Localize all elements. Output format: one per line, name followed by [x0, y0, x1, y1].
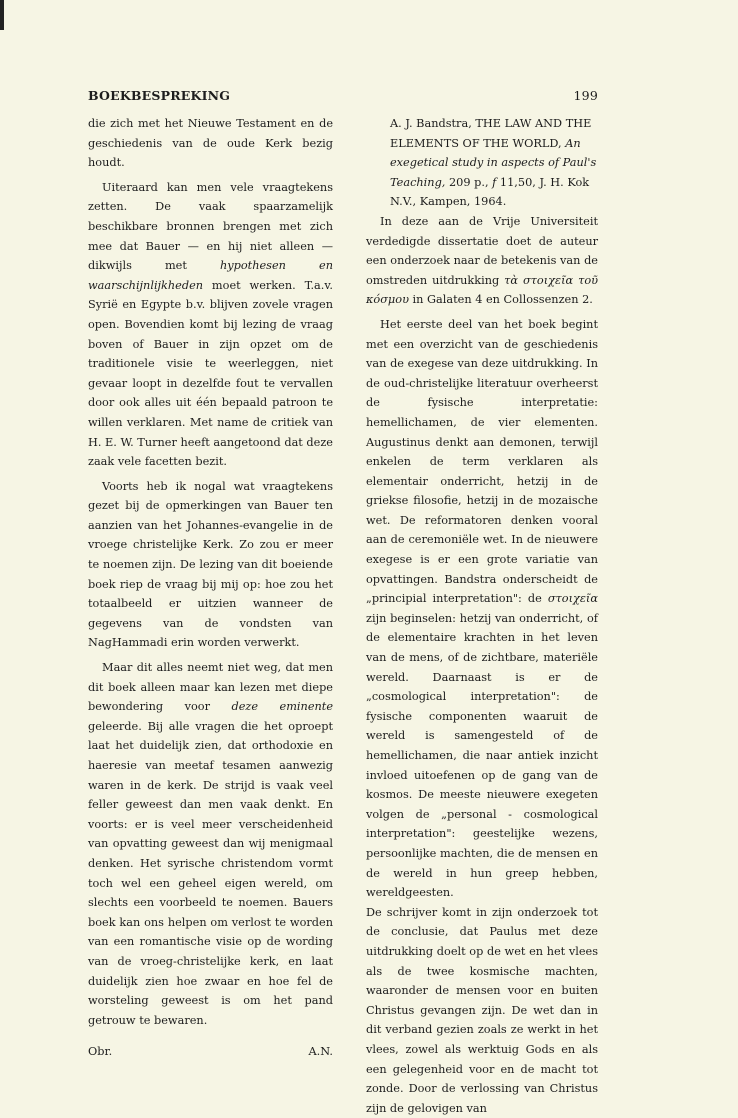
- left-p4-text-a: Maar dit alles neemt niet weg, dat men dit boek alleen maar kan lezen met diepe bewondering voor: [88, 661, 333, 714]
- citation-text-c: 11,50, J. H. Kok N.V., Kampen, 1964.: [390, 175, 590, 209]
- right-p1-text-b: in Galaten 4 en Collossenzen 2.: [408, 293, 593, 307]
- scan-corner-mark: [0, 0, 4, 30]
- right-p3-text: De schrijver komt in zijn onderzoek tot de conclusie, dat Paulus met deze uitdrukking doelt op de wet en het vlees als de twee kosmische machten, waaronder de mensen voor en buiten Christus gevangen zijn. De wet dan in dit verband gezien zoals ze werkt in het vlees, zowel als werktuig Gods en als een gelegenheid voor en de macht tot zonde. Door de verlossing van Christus zijn de gelovigen van: [366, 905, 598, 1115]
- left-paragraph-4: [88, 658, 333, 1030]
- left-p1-text: die zich met het Nieuwe Testament en de geschiedenis van de oude Kerk bezig houdt.: [88, 117, 333, 170]
- left-paragraph-3: [88, 477, 333, 653]
- left-column: [88, 114, 333, 1062]
- right-p1-greek: τὰ στοιχεῖα τοῦ κόσμου: [366, 273, 598, 307]
- citation-price-symbol: f: [492, 175, 497, 189]
- signature-initials: A.N.: [308, 1045, 333, 1059]
- right-paragraph-1: [366, 212, 598, 310]
- left-p2-text-a: Uiteraard kan men vele vraagtekens zetten. De vaak spaarzamelijk beschikbare bronnen brengen met zich mee dat Bauer — en hij niet alleen — dikwijls met: [88, 180, 333, 273]
- right-p2-text-b: zijn beginselen: hetzij van onderricht, of de elementaire krachten in het leven van de mens, of de zichtbare, materiële wereld. Daarnaast is er de „cosmological interpretation": de fysische componenten waaruit de wereld is samengesteld of de hemellichamen, die naar antiek inzicht invloed uitoefenen op de gang van de kosmos. De meeste nieuwere exegeten volgen de „personal - cosmological interpretation": geestelijke wezens, persoonlijke machten, die de mensen en de wereld in hun greep hebben, wereldgeesten.: [366, 611, 598, 900]
- signature-place: Obr.: [88, 1045, 113, 1059]
- left-paragraph-1: [88, 114, 333, 173]
- left-p4-italic: deze eminente: [231, 700, 334, 714]
- left-paragraph-2: [88, 178, 333, 472]
- left-p2-text-b: moet werken. T.a.v. Syrië en Egypte b.v. blijven zovele vragen open. Bovendien komt bij lezing de vraag boven of Bauer in zijn opzet om de traditionele visie te weerleggen, niet gevaar loopt in dezelfde fout te vervallen door ook alles uit één bepaald patroon te willen verklaren. Met name de critiek van H. E. W. Turner heeft aangetoond dat deze zaak vele facetten bezit.: [88, 278, 333, 469]
- citation-text-a: A. J. Bandstra, THE LAW AND THE ELEMENTS OF THE WORLD,: [390, 117, 592, 150]
- right-paragraph-3: [366, 903, 598, 1118]
- right-paragraph-2: [366, 315, 598, 903]
- right-p2-text-a: Het eerste deel van het boek begint met een overzicht van de geschiedenis van de exegese van deze uitdrukking. In de oud-christelijke literatuur overheerst de fysische interpretatie: hemellichamen, de vier elementen. Augustinus denkt aan demonen, terwijl enkelen de term verklaren als elementair onderricht, hetzij in de griekse filosofie, hetzij in de mozaische wet. De reformatoren denken vooral aan de ceremoniële wet. In de nieuwere exegese is er een grote variatie van opvattingen. Bandstra onderscheidt de „principial interpretation": de: [366, 317, 598, 606]
- review-signature: [88, 1042, 333, 1062]
- page-number: 199: [573, 88, 598, 103]
- running-head: BOEKBESPREKING: [88, 88, 231, 103]
- right-p2-greek: στοιχεῖα: [547, 592, 598, 606]
- book-citation: [366, 114, 598, 212]
- citation-text-b: 209 p.,: [445, 175, 493, 189]
- citation-subtitle: An exegetical study in aspects of Paul's Teaching,: [390, 136, 597, 189]
- left-p4-text-b: geleerde. Bij alle vragen die het oproept laat het duidelijk zien, dat orthodoxie en haeresie van meetaf tesamen aanwezig waren in de kerk. De strijd is vaak veel feller geweest dan men vaak denkt. En voorts: er is veel meer verscheidenheid van opvatting geweest dan wij menigmaal denken. Het syrische christendom vormt toch wel een geheel eigen wereld, om slechts een voorbeeld te noemen. Bauers boek kan ons helpen om verlost te worden van een romantische visie op de wording van de vroeg-christelijke kerk, en laat duidelijk zien hoe zwaar en hoe fel de worsteling geweest is om het pand getrouw te bewaren.: [88, 719, 333, 1027]
- left-p2-italic: hypothesen en waarschijnlijkheden: [88, 259, 333, 292]
- right-p1-text-a: In deze aan de Vrije Universiteit verdedigde dissertatie doet de auteur een onderzoek naar de betekenis van de omstreden uitdrukking: [366, 214, 598, 287]
- right-column: [366, 114, 598, 1118]
- page-header: [88, 88, 598, 104]
- left-p3-text: Voorts heb ik nogal wat vraagtekens gezet bij de opmerkingen van Bauer ten aanzien van het Johannes-evangelie in de vroege christelijke Kerk. Zo zou er meer te noemen zijn. De lezing van dit boeiende boek riep de vraag bij mij op: hoe zou het totaalbeeld er uitzien wanneer de gegevens van de vondsten van NagHammadi erin worden verwerkt.: [88, 479, 333, 650]
